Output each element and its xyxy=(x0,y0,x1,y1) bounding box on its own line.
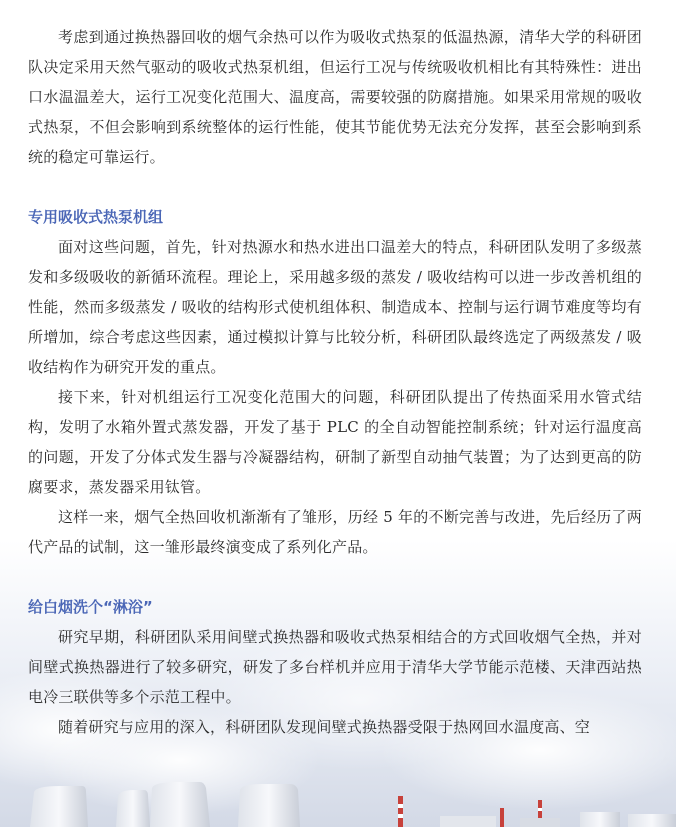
section-heading: 专用吸收式热泵机组 xyxy=(28,208,164,226)
section-shower xyxy=(28,592,642,742)
article-body xyxy=(28,22,642,742)
section-heat-pump xyxy=(28,202,642,562)
paragraph: 研究早期，科研团队采用间壁式换热器和吸收式热泵相结合的方式回收烟气全热，并对间壁式换热器进行了较多研究，研发了多台样机并应用于清华大学节能示范楼、天津西站热电冷三联供等多个示范工程中。 xyxy=(28,628,642,706)
paragraph: 这样一来，烟气全热回收机渐渐有了雏形，历经 5 年的不断完善与改进，先后经历了两代产品的试制，这一雏形最终演变成了系列化产品。 xyxy=(28,508,642,556)
section-heading: 给白烟洗个“淋浴” xyxy=(28,598,153,616)
paragraph: 面对这些问题，首先，针对热源水和热水进出口温差大的特点，科研团队发明了多级蒸发和多级吸收的新循环流程。理论上，采用越多级的蒸发 / 吸收结构可以进一步改善机组的性能，然而多级蒸发 / 吸收的结构形式使机组体积、制造成本、控制与运行调节难度等均有所增加，综合考虑这些因素，通过模拟计算与比较分析，科研团队最终选定了两级蒸发 / 吸收结构作为研究开发的重点。 xyxy=(28,238,642,376)
paragraph: 随着研究与应用的深入，科研团队发现间壁式换热器受限于热网回水温度高、空 xyxy=(58,718,591,736)
section-intro xyxy=(28,22,642,172)
paragraph: 考虑到通过换热器回收的烟气余热可以作为吸收式热泵的低温热源，清华大学的科研团队决定采用天然气驱动的吸收式热泵机组，但运行工况与传统吸收机相比有其特殊性：进出口水温温差大，运行工况变化范围大、温度高，需要较强的防腐措施。如果采用常规的吸收式热泵，不但会影响到系统整体的运行性能，使其节能优势无法充分发挥，甚至会影响到系统的稳定可靠运行。 xyxy=(28,28,642,166)
paragraph: 接下来，针对机组运行工况变化范围大的问题，科研团队提出了传热面采用水管式结构，发明了水箱外置式蒸发器，开发了基于 PLC 的全自动智能控制系统；针对运行温度高的问题，开发了分体式发生器与冷凝器结构，研制了新型自动抽气装置；为了达到更高的防腐要求，蒸发器采用钛管。 xyxy=(28,388,642,496)
